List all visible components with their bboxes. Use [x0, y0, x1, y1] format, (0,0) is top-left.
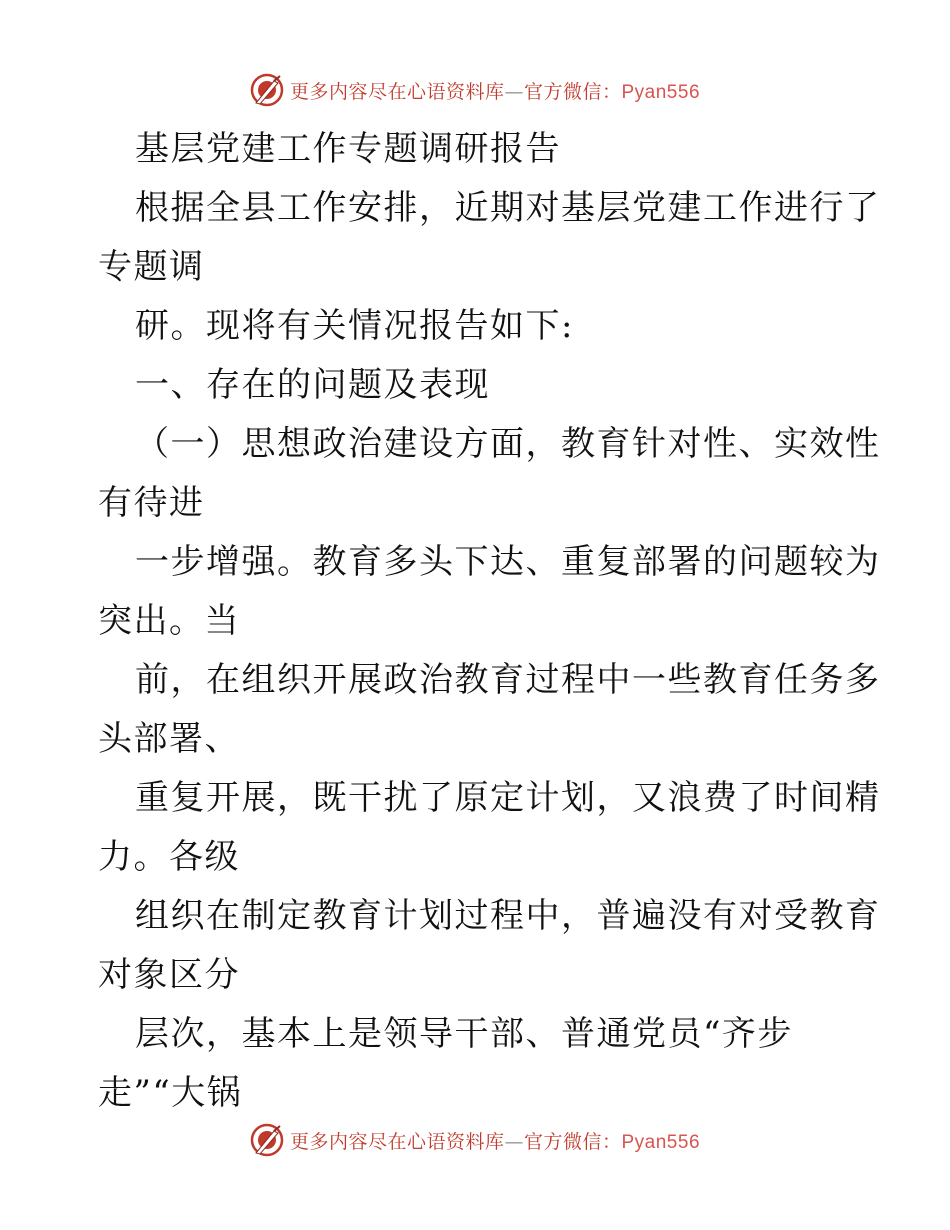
header-watermark	[0, 70, 950, 110]
watermark-text: 更多内容尽在心语资料库—官方微信：Pyan556	[289, 1130, 701, 1153]
paragraph-line: 前，在组织开展政治教育过程中一些教育任务多	[135, 660, 881, 700]
paragraph-line: 组织在制定教育计划过程中，普遍没有对受教育	[135, 896, 881, 936]
paragraph-line: 头部署、	[98, 719, 240, 759]
quill-pen-logo-icon	[250, 1123, 284, 1157]
watermark-text: 更多内容尽在心语资料库—官方微信：Pyan556	[289, 80, 701, 103]
subsection-heading: （一）思想政治建设方面，教育针对性、实效性	[135, 424, 881, 464]
paragraph-line: 对象区分	[98, 955, 240, 995]
document-title: 基层党建工作专题调研报告	[135, 129, 561, 169]
paragraph-line: 层次，基本上是领导干部、普通党员“齐步	[135, 1014, 793, 1054]
document-body	[98, 120, 881, 1123]
paragraph-line: 专题调	[98, 247, 205, 287]
paragraph-line: 研。现将有关情况报告如下:	[135, 306, 574, 346]
paragraph-line: 走”“大锅	[98, 1073, 243, 1113]
footer-watermark	[0, 1120, 950, 1160]
paragraph-line: 有待进	[98, 483, 205, 523]
section-heading: 一、存在的问题及表现	[135, 365, 490, 405]
paragraph-line: 重复开展，既干扰了原定计划，又浪费了时间精	[135, 778, 881, 818]
paragraph-line: 根据全县工作安排，近期对基层党建工作进行了	[135, 188, 881, 228]
paragraph-line: 力。各级	[98, 837, 240, 877]
paragraph-line: 一步增强。教育多头下达、重复部署的问题较为	[135, 542, 881, 582]
paragraph-line: 突出。当	[98, 601, 240, 641]
quill-pen-logo-icon	[250, 73, 284, 107]
